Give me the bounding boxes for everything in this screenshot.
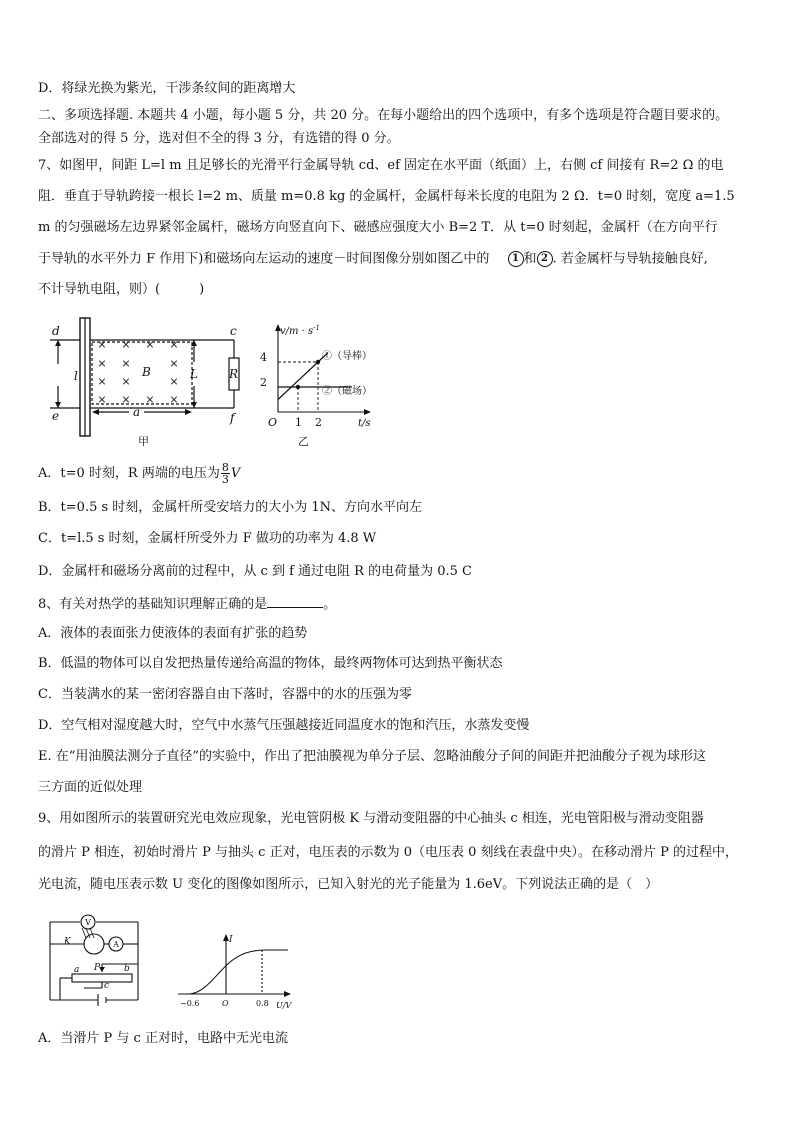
cross-mark: × — [121, 357, 131, 370]
cross-mark: × — [169, 393, 179, 406]
ammeter-label: A — [113, 940, 119, 949]
label-c: c — [104, 981, 110, 991]
q8-option-d: D．空气相对湿度越大时，空气中水蒸气压强越接近同温度水的饱和汽压，水蒸发变慢 — [38, 718, 530, 733]
q7-text-2: 阻．垂直于导轨跨接一根长 l=2 m、质量 m=0.8 kg 的金属杆，金属杆每米长度的电阻为 2 Ω．t=0 时刻，宽度 a=1.5 — [38, 189, 735, 204]
label-L-wide: L — [190, 367, 198, 381]
label-b: b — [124, 964, 130, 974]
q7-option-a-text: A．t=0 时刻，R 两端的电压为 — [38, 466, 220, 481]
cross-mark: × — [121, 375, 131, 388]
q9-text-2: 的滑片 P 相连，初始时滑片 P 与抽头 c 正对，电压表的示数为 0（电压表 0 刻线在表盘中央）。在移动滑片 P 的过程中， — [38, 845, 739, 860]
cross-mark: × — [97, 338, 107, 351]
figure-yi-chart — [258, 320, 388, 450]
q8-option-b: B．低温的物体可以自发把热量传递给高温的物体，最终两物体可达到热平衡状态 — [38, 656, 503, 671]
q7-option-d: D．金属杆和磁场分离前的过程中，从 c 到 f 通过电阻 R 的电荷量为 0.5 C — [38, 564, 472, 579]
x-tick-2: 2 — [315, 416, 322, 429]
series-2-label: ②（磁场） — [322, 386, 372, 397]
fraction-num: 8 — [221, 461, 229, 474]
q8-option-e-1: E. 在“用油膜法测分子直径”的实验中，作出了把油膜视为单分子层、忽略油酸分子间的间距并把油酸分子视为球形这 — [38, 749, 707, 764]
fraction — [221, 462, 230, 485]
label-f: f — [230, 411, 235, 425]
cross-mark: × — [169, 338, 179, 351]
label-e: e — [52, 409, 60, 423]
q7-text-4-pre: 于导轨的水平外力 F 作用下)和磁场向左运动的速度－时间图像分别如图乙中的 — [38, 251, 490, 267]
q8-option-c: C．当装满水的某一密闭容器自由下落时，容器中的水的压强为零 — [38, 687, 412, 702]
series-line-rod — [278, 353, 328, 400]
q7-text-3: m 的匀强磁场左边界紧邻金属杆，磁场方向竖直向下、磁感应强度大小 B=2 T．从 t=0 时刻起，金属杆（在方向平行 — [38, 220, 718, 235]
section-heading: 二、多项选择题. 本题共 4 小题，每小题 5 分，共 20 分。在每小题给出的四个选项中，有多个选项是符合题目要求的。 — [38, 108, 729, 123]
label-a: a — [133, 405, 141, 419]
q7-option-b: B．t=0.5 s 时刻，金属杆所受安培力的大小为 1N、方向水平向左 — [38, 500, 423, 515]
fraction-den: 3 — [221, 473, 229, 486]
label-c: c — [230, 324, 237, 338]
y-tick-4: 4 — [260, 351, 267, 364]
data-point — [296, 385, 300, 389]
q7-text-4 — [38, 251, 708, 268]
label-p: P — [94, 963, 101, 973]
cross-mark: × — [97, 375, 107, 388]
q7-option-c: C．t=l.5 s 时刻，金属杆所受外力 F 做功的功率为 4.8 W — [38, 531, 377, 546]
series-1-label: ①（导棒） — [322, 351, 372, 362]
q8-option-a: A．液体的表面张力使液体的表面有扩张的趋势 — [38, 626, 308, 641]
x-axis-label: t/s — [358, 418, 371, 429]
iv-x-label: U/V — [276, 1001, 292, 1010]
caption-yi: 乙 — [298, 435, 309, 448]
figure-jia — [44, 310, 254, 450]
label-l: l — [74, 369, 78, 383]
cross-mark: × — [169, 357, 179, 370]
x-tick-1: 1 — [295, 416, 302, 429]
q9-text-1: 9、用如图所示的装置研究光电效应现象，光电管阴极 K 与滑动变阻器的中心抽头 c 相连，光电管阳极与滑动变阻器 — [38, 811, 704, 826]
y-axis-label: $v/m \cdot s^{-1}$ — [280, 324, 320, 337]
unit-v: V — [230, 466, 241, 481]
figure-circuit — [42, 908, 182, 1020]
q7-text-5: 不计导轨电阻，则）( ) — [38, 282, 205, 297]
iv-y-label: I — [229, 935, 233, 945]
iv-tick-pos: 0.8 — [256, 999, 269, 1008]
q9-text-3: 光电流，随电压表示数 U 变化的图像如图所示，已知入射光的光子能量为 1.6eV。下列说法正确的是（ ） — [38, 877, 659, 892]
cross-mark: × — [121, 393, 131, 406]
cross-mark: × — [145, 338, 155, 351]
cross-mark: × — [97, 357, 107, 370]
q8-stem — [38, 595, 336, 613]
cross-mark: × — [169, 375, 179, 388]
circle-1-icon: 1 — [508, 251, 524, 267]
label-B: B — [142, 365, 151, 379]
q9-option-a: A．当滑片 P 与 c 正对时，电路中无光电流 — [38, 1031, 288, 1046]
cross-mark: × — [97, 393, 107, 406]
caption-jia: 甲 — [138, 435, 149, 448]
q8-option-e-2: 三方面的近似处理 — [38, 780, 143, 795]
label-R: R — [229, 367, 239, 381]
cathode-label: K — [64, 937, 71, 947]
label-d: d — [52, 324, 60, 338]
q8-stem-end: 。 — [323, 597, 337, 612]
label-a: a — [74, 965, 80, 975]
answer-blank — [267, 595, 323, 608]
q8-stem-text: 8、有关对热学的基础知识理解正确的是 — [38, 597, 268, 612]
cross-mark: × — [145, 393, 155, 406]
iv-tick-neg: −0.6 — [180, 999, 200, 1008]
cross-mark: × — [121, 338, 131, 351]
q7-text-1: 7、如图甲，间距 L=l m 且足够长的光滑平行金属导轨 cd、ef 固定在水平面（纸面）上，右侧 cf 间接有 R=2 Ω 的电 — [38, 158, 724, 173]
origin-label: O — [268, 416, 278, 429]
y-tick-2: 2 — [260, 376, 267, 389]
figure-iv-curve — [176, 930, 296, 1010]
option-d-prev: D．将绿光换为紫光，干涉条纹间的距离增大 — [38, 81, 296, 96]
data-point — [316, 360, 320, 364]
section-scoring: 全部选对的得 5 分，选对但不全的得 3 分，有选错的得 0 分。 — [38, 131, 400, 146]
q7-text-4-post: . 若金属杆与导轨接触良好, — [552, 251, 708, 267]
q7-option-a — [38, 462, 240, 485]
q7-text-4-and: 和 — [523, 251, 537, 267]
voltmeter-label: V — [85, 918, 91, 927]
iv-origin: O — [222, 999, 229, 1008]
circle-2-icon: 2 — [537, 251, 553, 267]
